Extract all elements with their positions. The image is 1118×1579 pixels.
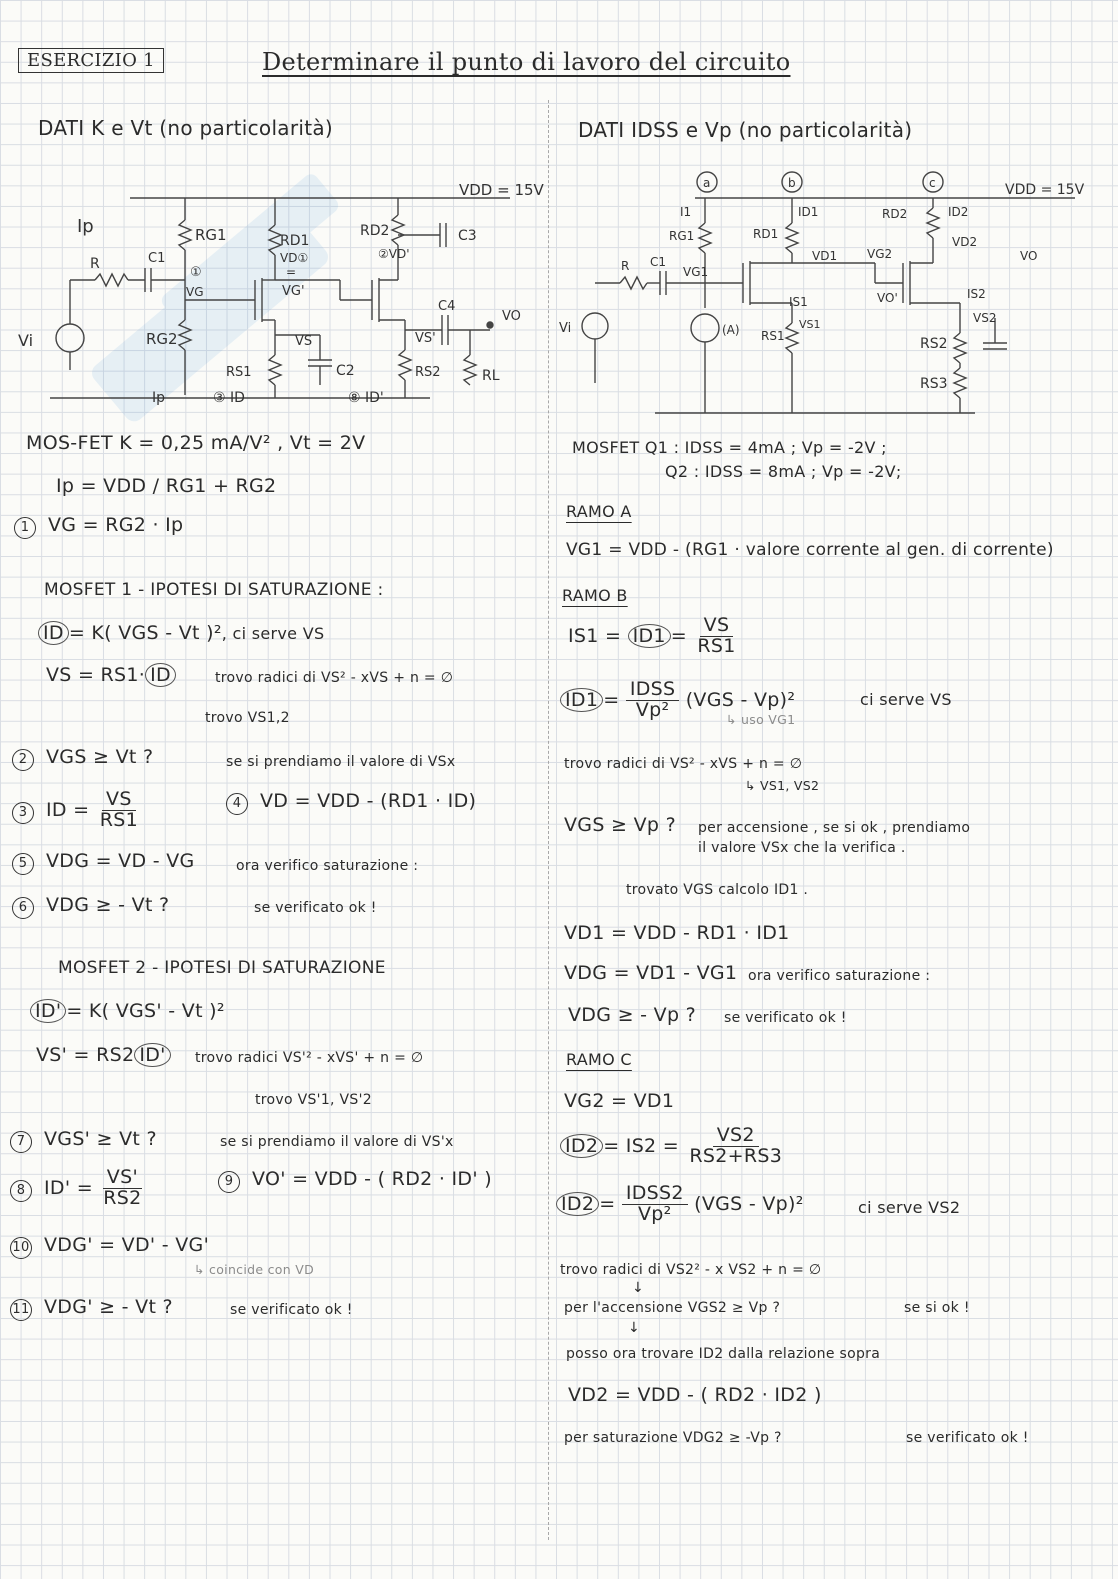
step-8: 8 ID' = $\frac{VS'}{RS2}$ (10, 1168, 146, 1209)
lc-eq: = (286, 265, 297, 279)
left-mosfet-params: MOS-FET K = 0,25 mA/V² , Vt = 2V (26, 432, 366, 454)
mosfet2-title: MOSFET 2 - IPOTESI DI SATURAZIONE (58, 958, 386, 978)
lc-idp: ⑧ ID' (348, 390, 384, 406)
ramo-c-acc-note: se si ok ! (904, 1300, 970, 1316)
rc-i1: I1 (680, 205, 692, 219)
mosfet1-roots2: trovo VS1,2 (205, 710, 290, 726)
ramo-c-arrow2: ↓ (628, 1320, 641, 1336)
rc-vop: VO' (877, 291, 898, 305)
ramo-b-cond-note: per accensione , se si ok , prendiamo (698, 820, 971, 836)
ramo-b-vd1: VD1 = VDD - RD1 · ID1 (564, 922, 790, 944)
lc-rg2: RG2 (146, 330, 178, 348)
ramo-b-uso: ↳ uso VG1 (726, 712, 796, 727)
lc-vs: VS (295, 334, 313, 349)
rc-vd1: VD1 (812, 249, 838, 263)
step-10: 10 VDG' = VD' - VG' (10, 1234, 209, 1259)
rc-rs1: RS1 (761, 329, 785, 343)
lc-c3: C3 (458, 228, 477, 244)
lc-vd: VD① (280, 251, 309, 265)
ramo-c-vg2: VG2 = VD1 (564, 1090, 675, 1112)
lc-c1: C1 (148, 251, 166, 266)
page-title: Determinare il punto di lavoro del circuito (262, 48, 791, 76)
lc-rl: RL (482, 368, 500, 384)
lc-rs1: RS1 (226, 365, 252, 380)
ramo-c-roots: trovo radici di VS2² - x VS2 + n = ∅ (560, 1262, 822, 1278)
ramo-b-roots2: ↳ VS1, VS2 (745, 778, 820, 793)
rc-vg2: VG2 (867, 247, 893, 261)
right-mosfet-q2: Q2 : IDSS = 8mA ; Vp = -2V; (665, 462, 902, 481)
lc-ipb: Ip (152, 390, 166, 406)
right-mosfet-q1: MOSFET Q1 : IDSS = 4mA ; Vp = -2V ; (572, 438, 887, 457)
rc-vd2: VD2 (952, 235, 978, 249)
step-6: 6 VDG ≥ - Vt ? (12, 894, 169, 919)
rc-vi: Vi (559, 321, 572, 336)
left-dati: DATI K e Vt (no particolarità) (38, 116, 334, 140)
rc-rs2: RS2 (920, 336, 948, 352)
lc-c4: C4 (438, 299, 456, 314)
step-5-note: ora verifico saturazione : (236, 858, 419, 874)
step-number: 1 (14, 517, 36, 539)
mosfet1-vs-eq: VS = RS1· ID (46, 664, 176, 686)
ramo-c-title: RAMO C (566, 1050, 632, 1069)
step-4: 4 VD = VDD - (RD1 · ID) (226, 790, 476, 815)
lc-rd1: RD1 (280, 233, 310, 249)
lc-id: ③ ID (213, 390, 245, 406)
ramo-c-acc: per l'accensione VGS2 ≥ Vp ? (564, 1300, 781, 1316)
ramo-b-vdg-note2: se verificato ok ! (724, 1010, 847, 1026)
lc-vdd: VDD = 15V (459, 181, 544, 199)
rc-rs3: RS3 (920, 376, 948, 392)
lc-ip: Ip (77, 216, 94, 237)
rc-vo: VO (1020, 249, 1038, 263)
ramo-b-found: trovato VGS calcolo ID1 . (626, 882, 809, 898)
rc-is1: IS1 (789, 295, 808, 309)
left-circuit-diagram (10, 170, 545, 415)
step-10-note: ↳ coincide con VD (194, 1262, 314, 1277)
step-11-note: se verificato ok ! (230, 1302, 353, 1318)
rc-rg1: RG1 (669, 229, 695, 243)
ramo-b-roots: trovo radici di VS² - xVS + n = ∅ (564, 756, 803, 772)
step-6-note: se verificato ok ! (254, 900, 377, 916)
exercise-label: ESERCIZIO 1 (18, 48, 164, 73)
step-7-note: se si prendiamo il valore di VS'x (220, 1134, 454, 1150)
rc-is2: IS2 (967, 287, 986, 301)
lc-rg1: RG1 (195, 226, 227, 244)
lc-vi: Vi (18, 331, 34, 350)
rc-a: a (703, 176, 711, 190)
mosfet2-vs-eq: VS' = RS2 ID' (36, 1044, 171, 1066)
ramo-b-vdg-cond: VDG ≥ - Vp ? (568, 1004, 697, 1026)
rc-vg1: VG1 (683, 265, 709, 279)
ramo-b-title: RAMO B (562, 586, 628, 605)
ramo-c-note: ci serve VS2 (858, 1198, 961, 1217)
step-2: 2 VGS ≥ Vt ? (12, 746, 153, 771)
rc-vdd: VDD = 15V (1005, 182, 1085, 198)
right-dati: DATI IDSS e Vp (no particolarità) (578, 118, 913, 142)
lc-r: R (90, 256, 100, 272)
ramo-b-id1-eq: ID1 = $\frac{\text{IDSS}}{\text{Vp²}}$ (VGS - Vp)² (560, 680, 795, 721)
lc-node1: ① (190, 265, 202, 280)
rc-rd2: RD2 (882, 207, 908, 221)
left-ip-equation: Ip = VDD / RG1 + RG2 (56, 475, 277, 497)
lc-rs2: RS2 (415, 365, 441, 380)
rc-vs2: VS2 (973, 311, 997, 325)
mosfet2-id-eq: ID' = K( VGS' - Vt )² (30, 1000, 225, 1022)
rc-b: b (788, 176, 796, 190)
lc-vgp: VG' (282, 284, 305, 299)
ramo-c-find: posso ora trovare ID2 dalla relazione sopra (566, 1346, 881, 1362)
mosfet1-id-eq: ID = K( VGS - Vt )², ci serve VS (38, 622, 324, 644)
column-divider (548, 100, 549, 1540)
mosfet1-title: MOSFET 1 - IPOTESI DI SATURAZIONE : (44, 580, 384, 600)
lc-vdp: ②VD' (378, 247, 410, 261)
step-7: 7 VGS' ≥ Vt ? (10, 1128, 157, 1153)
ramo-b-vdg: VDG = VD1 - VG1 (564, 962, 738, 984)
ramo-c-id2-eq2: ID2 = $\frac{\text{IDSS2}}{\text{Vp²}}$ (VGS - Vp)² (556, 1184, 804, 1225)
ramo-a-eq: VG1 = VDD - (RG1 · valore corrente al gen. di corrente) (566, 540, 1054, 560)
ramo-b-is-eq: IS1 = ID1 = $\frac{VS}{RS1}$ (568, 614, 736, 657)
step-9: 9 VO' = VDD - ( RD2 · ID' ) (218, 1168, 492, 1193)
step-2-note: se si prendiamo il valore di VSx (226, 754, 456, 770)
step-1: 1 VG = RG2 · Ip (14, 514, 183, 539)
ramo-b-cond: VGS ≥ Vp ? (564, 814, 676, 836)
ramo-b-cond-note2: il valore VSx che la verifica . (698, 840, 906, 856)
ramo-a-title: RAMO A (566, 502, 632, 521)
mosfet2-roots2: trovo VS'1, VS'2 (255, 1092, 372, 1108)
lc-c2: C2 (336, 363, 355, 379)
ramo-c-sat: per saturazione VDG2 ≥ -Vp ? (564, 1430, 782, 1446)
rc-id2: ID2 (948, 205, 969, 219)
rc-c1: C1 (650, 255, 667, 269)
ramo-c-vd2: VD2 = VDD - ( RD2 · ID2 ) (568, 1384, 822, 1406)
step-11: 11 VDG' ≥ - Vt ? (10, 1296, 173, 1321)
rc-id1: ID1 (798, 205, 819, 219)
ramo-b-note: ci serve VS (860, 690, 952, 709)
rc-r: R (621, 259, 630, 273)
ramo-c-arrow1: ↓ (632, 1280, 645, 1296)
lc-vo: VO (502, 309, 521, 324)
ramo-b-vdg-note: ora verifico saturazione : (748, 968, 931, 984)
lc-rd2: RD2 (360, 223, 390, 239)
step-3: 3 ID = $\frac{VS}{RS1}$ (12, 790, 142, 831)
right-circuit-diagram (555, 168, 1100, 430)
rc-a-src: (A) (722, 323, 740, 337)
lc-vg: VG (186, 285, 204, 299)
step-5: 5 VDG = VD - VG (12, 850, 195, 875)
rc-vs1: VS1 (799, 318, 821, 331)
mosfet1-roots: trovo radici di VS² - xVS + n = ∅ (215, 670, 454, 686)
rc-c: c (929, 176, 936, 190)
rc-rd1: RD1 (753, 227, 779, 241)
ramo-c-sat-note: se verificato ok ! (906, 1430, 1029, 1446)
mosfet2-roots: trovo radici VS'² - xVS' + n = ∅ (195, 1050, 424, 1066)
ramo-c-id2-eq: ID2 = IS2 = $\frac{VS2}{RS2+RS3}$ (560, 1126, 786, 1167)
lc-vsp: VS' (415, 331, 436, 346)
